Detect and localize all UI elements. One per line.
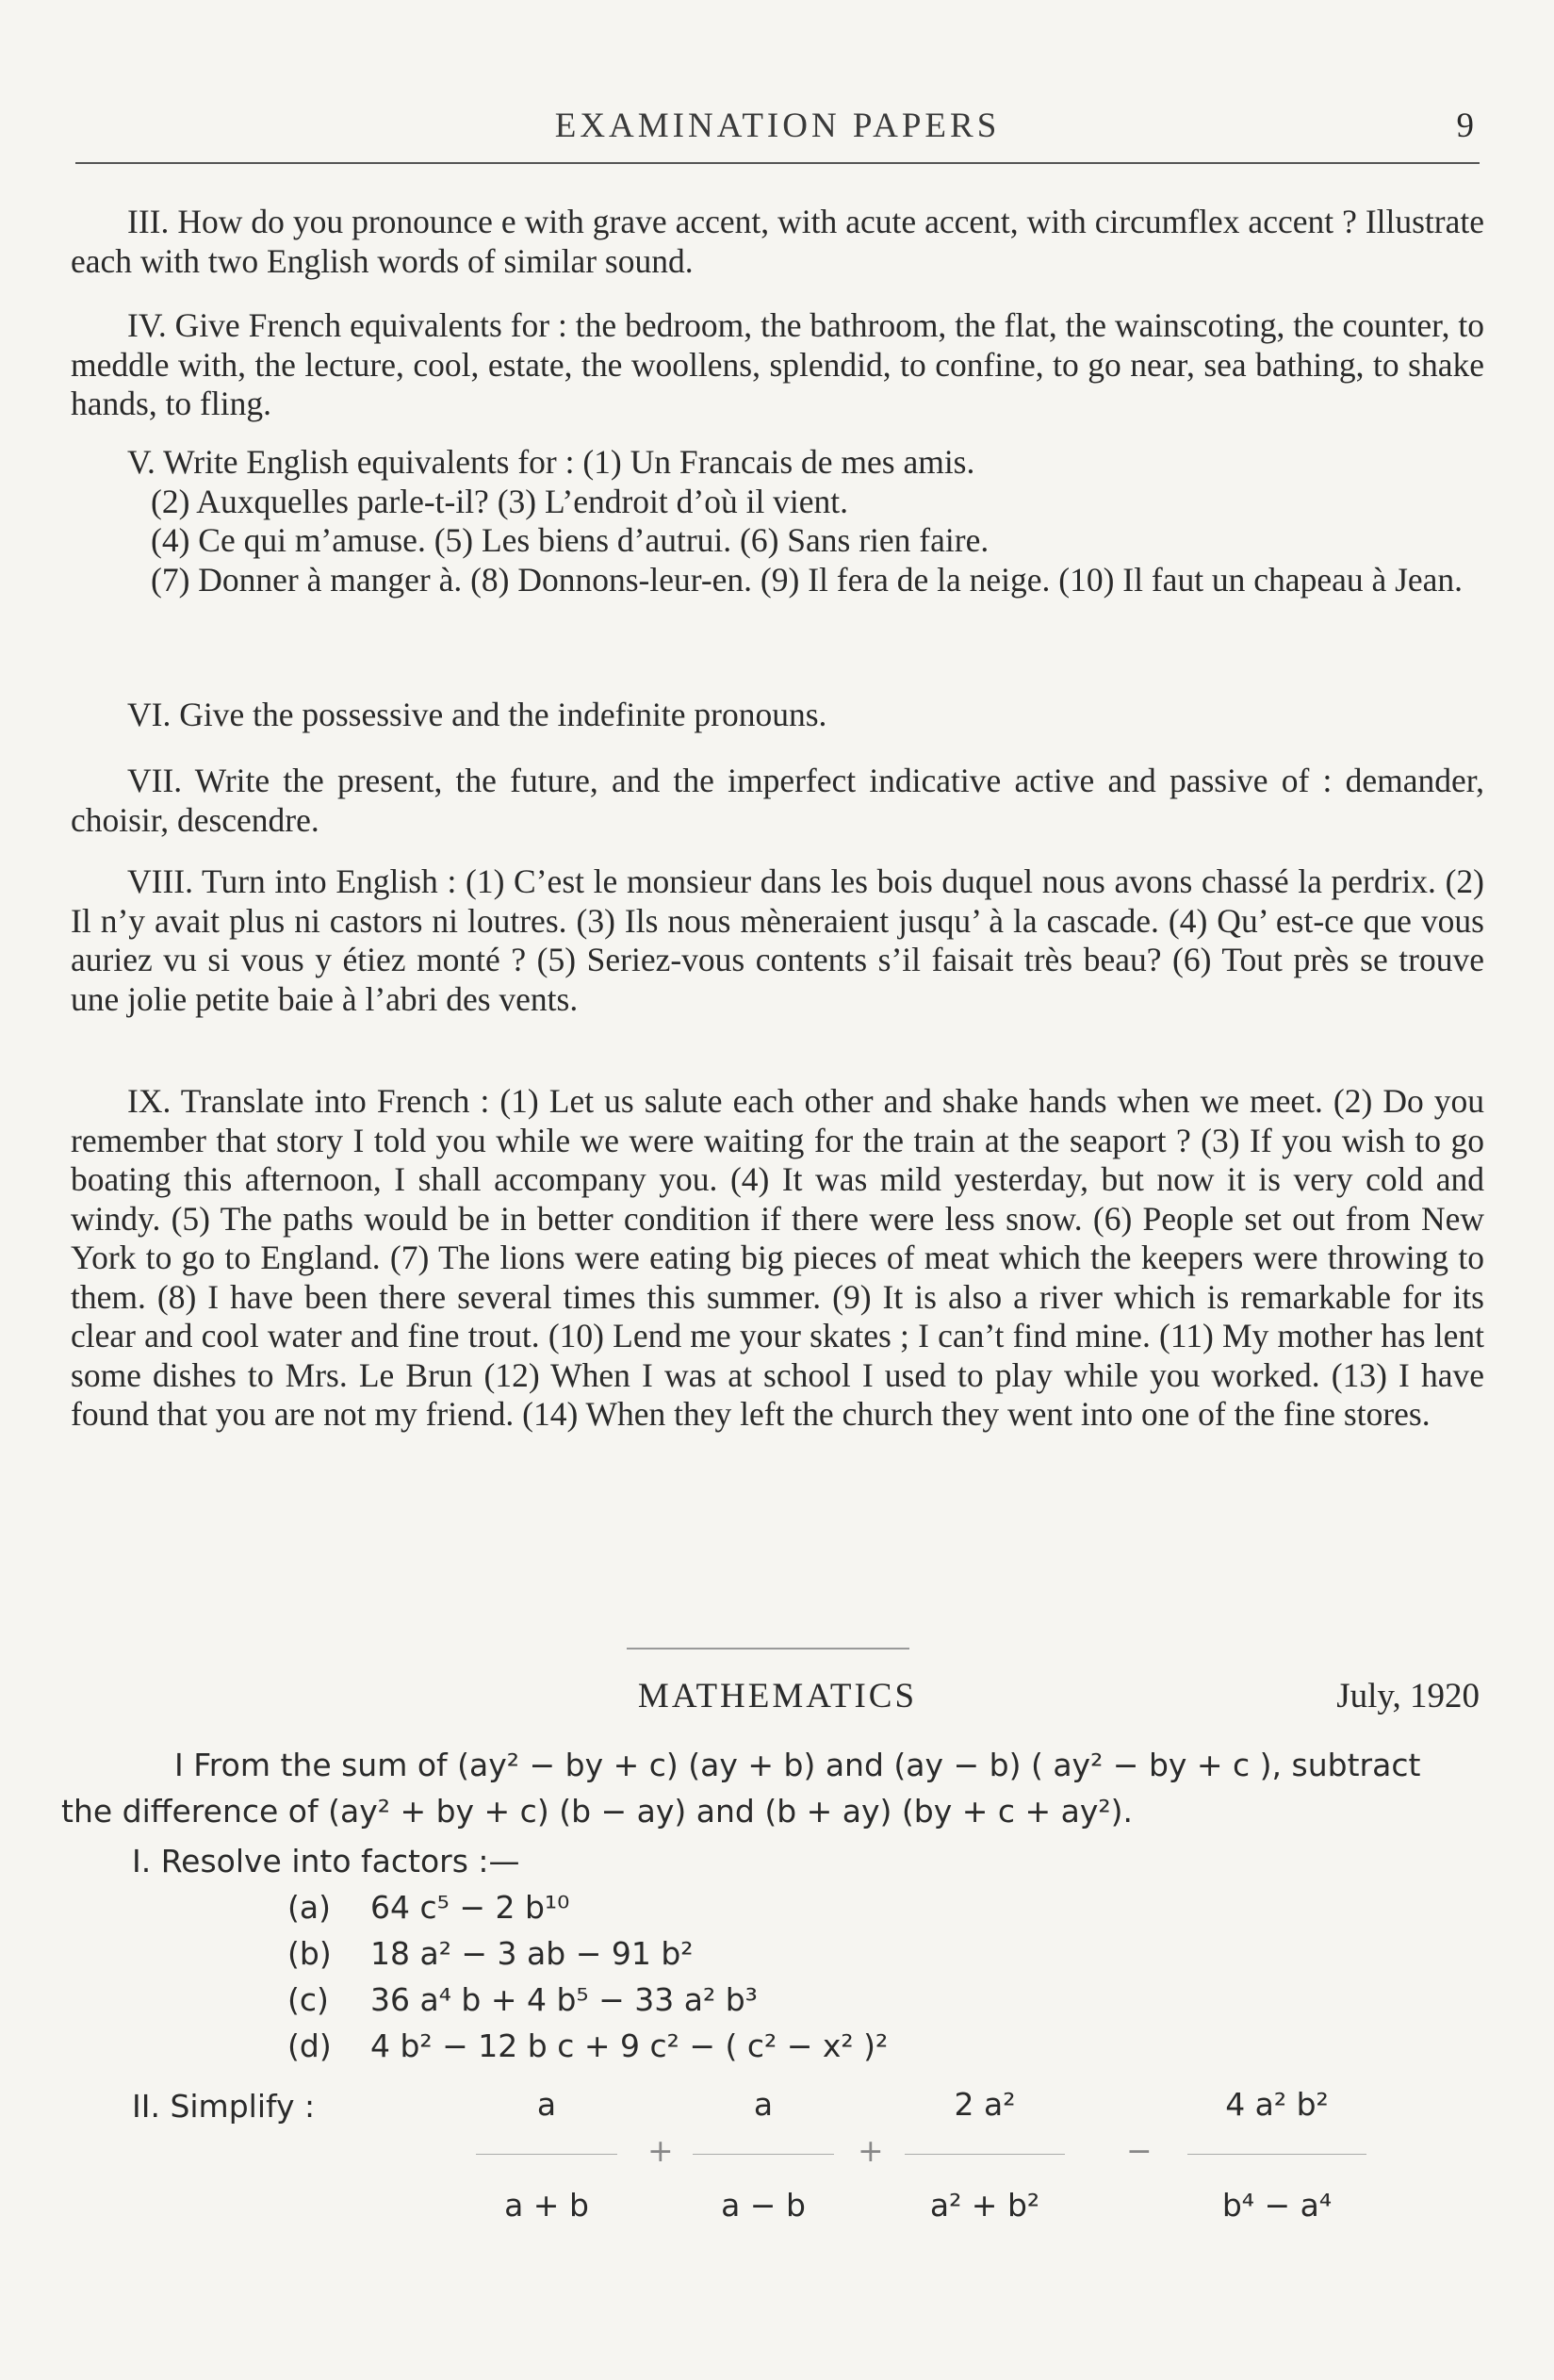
question-7-text: VII. Write the present, the future, and the imperfect indicative active and passive of : demander, choisir, descendre. <box>71 762 1484 839</box>
running-header <box>75 106 1480 164</box>
question-6-text: VI. Give the possessive and the indefinite pronouns. <box>127 696 827 733</box>
factor-expression: 18 a² − 3 ab − 91 b² <box>370 1935 694 1972</box>
question-8 <box>71 862 1484 1019</box>
fraction-4-numerator: 4 a² b² <box>1225 2086 1329 2123</box>
factor-expression: 36 a⁴ b + 4 b⁵ − 33 a² b³ <box>370 1981 758 2018</box>
fraction-1-numerator: a <box>536 2086 557 2123</box>
factor-item <box>287 1930 888 1977</box>
operator-plus: + <box>858 2132 884 2169</box>
operator-plus: + <box>647 2132 674 2169</box>
exam-date: July, 1920 <box>1336 1677 1480 1715</box>
question-3-text: III. How do you pronounce e with grave accent, with acute accent, with circumflex accent ? Illustrate each with two English words of similar sound. <box>71 203 1484 280</box>
fraction-1-denominator: a + b <box>504 2187 589 2224</box>
factor-item <box>287 1977 888 2023</box>
mathematics-heading <box>75 1676 1480 1723</box>
fraction-4-bar <box>1187 2154 1366 2155</box>
fraction-2-denominator: a − b <box>721 2187 806 2224</box>
section-divider <box>627 1648 909 1650</box>
fraction-3-numerator: 2 a² <box>954 2086 1016 2123</box>
question-9 <box>71 1082 1484 1435</box>
fraction-1-bar <box>476 2154 617 2155</box>
math-question-1-text: I From the sum of (ay² − by + c) (ay + b) and (ay − b) ( ay² − by + c ), subtract the difference of (ay² + by + c) (b − ay) and (b + ay) (by + c + ay²). <box>61 1747 1421 1830</box>
factor-label: (a) <box>287 1889 331 1926</box>
question-3 <box>71 203 1484 281</box>
factor-label: (c) <box>287 1981 329 2018</box>
factor-item <box>287 2023 888 2069</box>
factor-expression: 4 b² − 12 b c + 9 c² − ( c² − x² )² <box>370 2027 889 2064</box>
question-8-text: VIII. Turn into English : (1) C’est le monsieur dans les bois duquel nous avons chassé la perdrix. (2) Il n’y avait plus ni castors ni loutres. (3) Ils nous mèneraient jusqu’ à la cascade. (4) Qu’ est-ce que vous auriez vu si vous y étiez monté ? (5) Seriez-vous contents s’il faisait très beau? (6) Tout près se trouve une jolie petite baie à l’abri des vents. <box>71 862 1484 1018</box>
fraction-2-bar <box>693 2154 834 2155</box>
factor-expression: 64 c⁵ − 2 b¹⁰ <box>370 1889 570 1926</box>
factor-item <box>287 1884 888 1930</box>
fraction-4-denominator: b⁴ − a⁴ <box>1221 2187 1333 2224</box>
math-question-1 <box>61 1742 1480 1834</box>
section-title: MATHEMATICS <box>637 1677 918 1715</box>
question-4 <box>71 306 1484 424</box>
question-4-text: IV. Give French equivalents for : the bedroom, the bathroom, the flat, the wainscoting, the counter, to meddle with, the lecture, cool, estate, the woollens, splendid, to confine, to go near, sea bathing, to shake hands, to fling. <box>71 306 1484 422</box>
question-5-line-1: (2) Auxquelles parle-t-il? (3) L’endroit d’où il vient. <box>151 482 849 520</box>
factor-list <box>287 1884 888 2069</box>
question-9-text: IX. Translate into French : (1) Let us salute each other and shake hands when we meet. (2) Do you remember that story I told you while we were waiting for the train at the seaport ? (3) If you wish to go boating this afternoon, I shall accompany you. (4) It was mild yesterday, but now it is very cold and windy. (5) The paths would be in better condition if there were less snow. (6) People set out from New York to go to England. (7) The lions were eating big pieces of meat which the keepers were throwing to them. (8) I have been there several times this summer. (9) It is also a river which is remarkable for its clear and cool water and fine trout. (10) Lend me your skates ; I can’t find mine. (11) My mother has lent some dishes to Mrs. Le Brun (12) When I was at school I used to play while you worked. (13) I have found that you are not my friend. (14) When they left the church they went into one of the fine stores. <box>71 1082 1484 1433</box>
question-7 <box>71 762 1484 840</box>
fraction-2-numerator: a <box>753 2086 774 2123</box>
factor-label: (b) <box>287 1935 332 1972</box>
page-number: 9 <box>1456 107 1474 145</box>
question-5-line-3: (7) Donner à manger à. (8) Donnons-leur-en. (9) Il fera de la neige. (10) Il faut un chapeau à Jean. <box>151 560 1464 599</box>
math-question-2: I. Resolve into factors :— <box>132 1843 520 1879</box>
question-6 <box>71 696 1484 735</box>
math-question-3: II. Simplify : <box>132 2088 316 2125</box>
header-title: EXAMINATION PAPERS <box>554 107 1001 145</box>
factor-label: (d) <box>287 2027 332 2064</box>
fraction-3-bar <box>905 2154 1065 2155</box>
fraction-3-denominator: a² + b² <box>929 2187 1040 2224</box>
question-5-line-2: (4) Ce qui m’amuse. (5) Les biens d’autrui. (6) Sans rien faire. <box>151 521 990 559</box>
operator-minus: − <box>1126 2132 1153 2169</box>
question-5-text: V. Write English equivalents for : (1) Un Francais de mes amis. <box>127 443 975 481</box>
question-5 <box>71 443 1484 599</box>
